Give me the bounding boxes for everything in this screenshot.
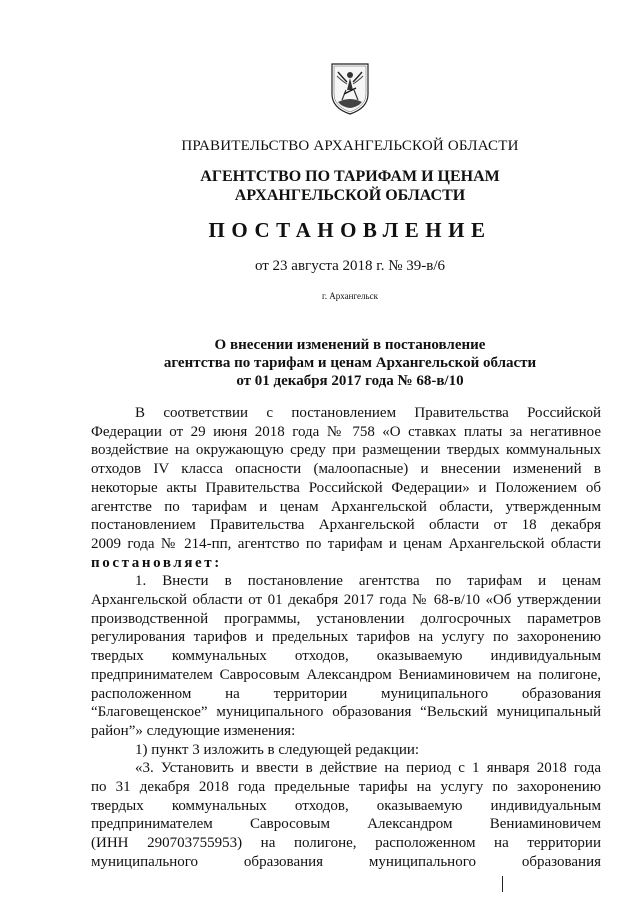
body-line: агентстве по тарифам и ценам Архангельской области, утвержденным (91, 498, 601, 515)
body-line: муниципального образования муниципального образования (91, 853, 601, 870)
body-line: предпринимателем Савросовым Александром Вениаминовичем (91, 816, 601, 833)
agency-name (60, 167, 640, 205)
agency-name-line1: АГЕНТСТВО ПО ТАРИФАМ И ЦЕНАМ (200, 168, 500, 185)
body-line: 1) пункт 3 изложить в следующей редакции: (135, 741, 420, 758)
document-title (60, 336, 640, 390)
body-line: предпринимателем Савросовым Александром Вениаминовичем на полигоне, (91, 666, 601, 683)
body-line: расположенном на территории муниципального образования (91, 685, 601, 702)
body-line: твердых коммунальных отходов, оказываемую индивидуальным (91, 648, 601, 665)
coat-of-arms-emblem (328, 60, 372, 116)
body-line: В соответствии с постановлением Правительства Российской (135, 405, 601, 421)
document-date-number: от 23 августа 2018 г. № 39-в/6 (254, 258, 446, 274)
title-line3: от 01 декабря 2017 года № 68-в/10 (236, 373, 464, 389)
text-cursor-mark (502, 876, 503, 892)
body-line: отходов IV класса опасности (малоопасные) и внесении изменений в (91, 461, 601, 478)
title-line1: О внесении изменений в постановление (214, 337, 486, 353)
body-line: воздействие на окружающую среду при размещении твердых коммунальных (91, 442, 601, 459)
title-line2: агентства по тарифам и ценам Архангельской области (163, 355, 537, 371)
body-line: твердых коммунальных отходов, оказываемую индивидуальным (91, 797, 601, 814)
document-city: г. Архангельск (322, 291, 378, 301)
body-line: 1. Внести в постановление агентства по тарифам и ценам (135, 573, 601, 590)
body-line: «3. Установить и ввести в действие на период с 1 января 2018 года (135, 760, 601, 777)
body-line: Федерации от 29 июня 2018 года № 758 «О ставках платы за негативное (91, 423, 601, 440)
decrees-word: постановляет: (91, 554, 222, 571)
body-line: производственной программы, установлении долгосрочных параметров (91, 610, 601, 627)
body-line: некоторые акты Правительства Российской Федерации» и Положением об (91, 479, 601, 496)
body-line: Архангельской области от 01 декабря 2017 года № 68-в/10 «Об утверждении (91, 592, 601, 609)
agency-name-line2: АРХАНГЕЛЬСКОЙ ОБЛАСТИ (234, 187, 466, 204)
body-line: постановлением Правительства Архангельской области от 18 декабря (91, 517, 601, 534)
document-type-heading: ПОСТАНОВЛЕНИЕ (208, 218, 492, 242)
body-line: регулирования тарифов и предельных тарифов на услугу по захоронению (91, 629, 601, 646)
document-body (91, 404, 601, 872)
body-line: “Благовещенское” муниципального образования “Вельский муниципальный (91, 704, 601, 721)
government-name: ПРАВИТЕЛЬСТВО АРХАНГЕЛЬСКОЙ ОБЛАСТИ (181, 138, 519, 154)
body-line: по 31 декабря 2018 года предельные тарифы на услугу по захоронению (91, 779, 601, 796)
body-line: 2009 года № 214-пп, агентство по тарифам и ценам Архангельской области (91, 535, 601, 552)
body-line: (ИНН 290703755953) на полигоне, расположенном на территории (91, 835, 601, 852)
body-line: район”» следующие изменения: (91, 722, 296, 739)
